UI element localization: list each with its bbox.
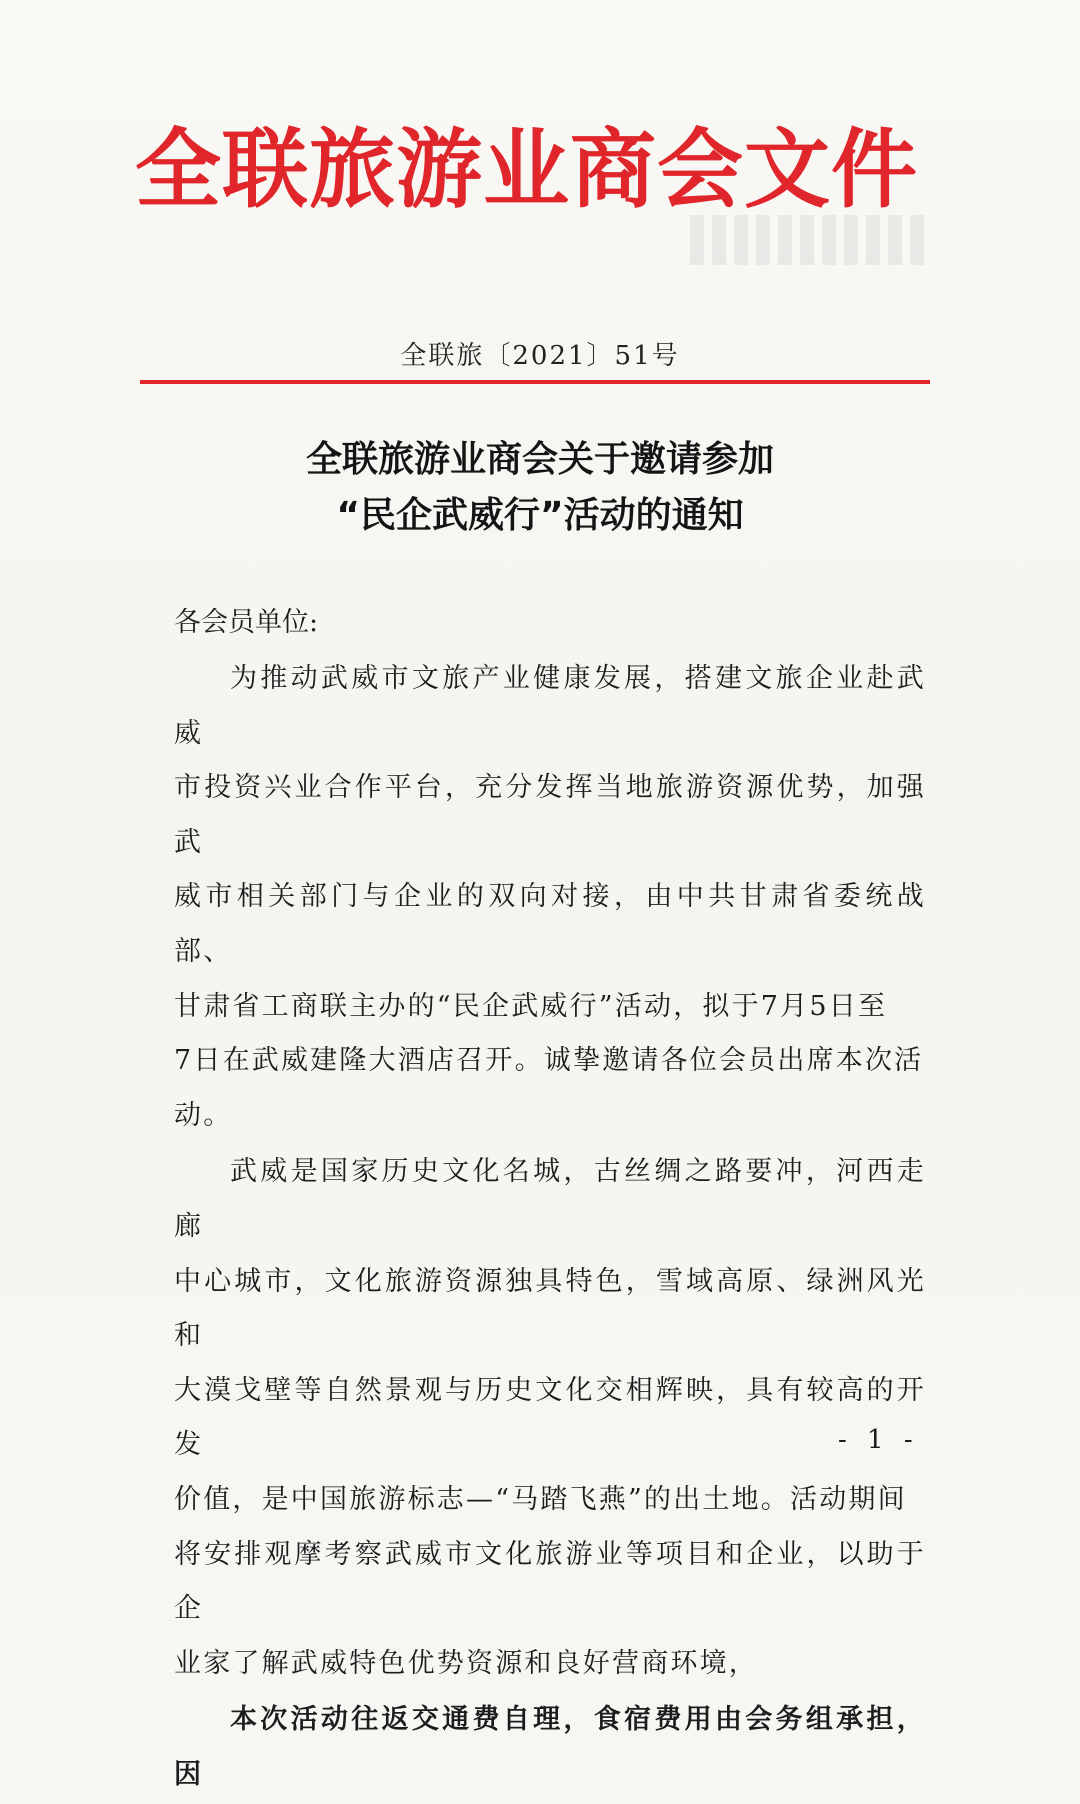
notice-title	[0, 432, 1080, 544]
document-number: 全联旅〔2021〕51号	[400, 341, 680, 371]
notice-title-line-2: “民企武威行”活动的通知	[336, 495, 744, 536]
paragraph-2	[174, 1145, 926, 1691]
document-header-title: 全联旅游业商会文件	[135, 120, 918, 220]
paragraph-line: 武威是国家历史文化名城，古丝绸之路要冲，河西走廊	[174, 1156, 926, 1242]
paragraph-3	[174, 1693, 926, 1802]
paragraph-line: 威市相关部门与企业的双向对接，由中共甘肃省委统战部、	[174, 881, 926, 967]
paragraph-line: 价值，是中国旅游标志—“马踏飞燕”的出土地。活动期间	[174, 1483, 907, 1515]
paragraph-line: 市投资兴业合作平台，充分发挥当地旅游资源优势，加强武	[174, 772, 926, 858]
bleed-through-texture	[690, 215, 930, 265]
notice-title-line-1: 全联旅游业商会关于邀请参加	[305, 439, 774, 480]
page-number: - 1 -	[838, 1425, 919, 1455]
paragraph-1	[174, 652, 926, 1143]
paragraph-line: 中心城市，文化旅游资源独具特色，雪域高原、绿洲风光和	[174, 1265, 926, 1352]
paragraph-line: 大漠戈壁等自然景观与历史文化交相辉映，具有较高的开发	[174, 1374, 926, 1461]
paragraph-line: 本次活动往返交通费自理，食宿费用由会务组承担，因	[174, 1704, 926, 1790]
notice-body	[174, 652, 926, 1804]
paragraph-line: 动。	[174, 1099, 233, 1131]
paragraph-line: 7日在武威建隆大酒店召开。诚挚邀请各位会员出席本次活	[174, 1045, 924, 1077]
paragraph-line: 为推动武威市文旅产业健康发展，搭建文旅企业赴武威	[174, 663, 926, 749]
paragraph-line: 业家了解武威特色优势资源和良好营商环境，	[174, 1647, 758, 1679]
paragraph-line: 甘肃省工商联主办的“民企武威行”活动，拟于7月5日至	[174, 990, 888, 1022]
salutation: 各会员单位:	[174, 607, 319, 638]
paragraph-line: 将安排观摩考察武威市文化旅游业等项目和企业，以助于企	[174, 1538, 926, 1625]
red-divider-line	[140, 380, 930, 384]
